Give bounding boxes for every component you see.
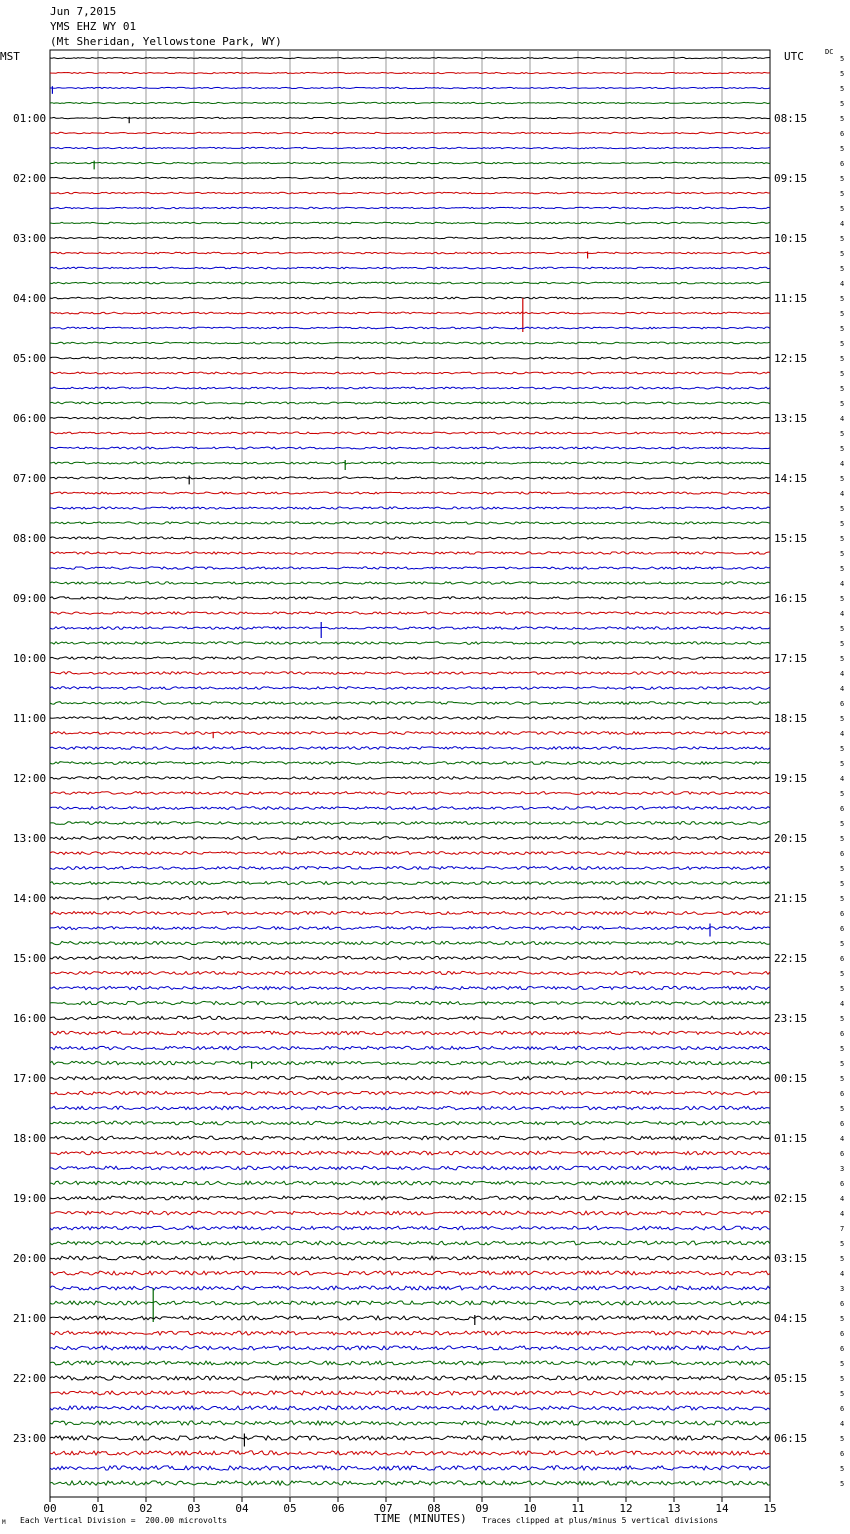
- dc-offset-value: 5: [840, 1105, 845, 1113]
- right-hour-label: 18:15: [774, 712, 808, 725]
- trace-line: [50, 357, 770, 359]
- trace-line: [50, 1316, 770, 1320]
- dc-offset-value: 6: [840, 1300, 845, 1308]
- right-hour-label: 21:15: [774, 892, 808, 905]
- dc-offset-value: 6: [840, 1180, 845, 1188]
- dc-offset-value: 6: [840, 805, 845, 813]
- dc-offset-value: 4: [840, 460, 845, 468]
- right-hour-label: 17:15: [774, 652, 808, 665]
- x-tick-label: 03: [187, 1502, 201, 1515]
- right-hour-label: 08:15: [774, 112, 808, 125]
- trace-line: [50, 222, 770, 224]
- trace-line: [50, 1091, 770, 1094]
- trace-line: [50, 1076, 770, 1079]
- dc-offset-value: 6: [840, 1030, 845, 1038]
- dc-offset-value: 6: [840, 925, 845, 933]
- dc-offset-value: 6: [840, 955, 845, 963]
- right-hour-label: 13:15: [774, 412, 808, 425]
- trace-line: [50, 927, 770, 930]
- trace-line: [50, 1241, 770, 1245]
- trace-line: [50, 507, 770, 509]
- dc-offset-value: 5: [840, 115, 845, 123]
- dc-offset-value: 6: [840, 130, 845, 138]
- right-hour-label: 14:15: [774, 472, 808, 485]
- trace-line: [50, 282, 770, 284]
- trace-line: [50, 72, 770, 73]
- dc-offset-value: 5: [840, 550, 845, 558]
- left-hour-label: 17:00: [13, 1072, 47, 1085]
- dc-offset-value: 5: [840, 1390, 845, 1398]
- clip-note: Traces clipped at plus/minus 5 vertical divisions: [482, 1516, 719, 1525]
- trace-line: [50, 1181, 770, 1185]
- dc-offset-value: 5: [840, 595, 845, 603]
- trace-line: [50, 822, 770, 825]
- dc-offset-value: 5: [840, 55, 845, 63]
- trace-line: [50, 777, 770, 780]
- dc-offset-value: 5: [840, 565, 845, 573]
- x-tick-label: 10: [523, 1502, 537, 1515]
- dc-offset-value: 5: [840, 1045, 845, 1053]
- trace-line: [50, 702, 770, 705]
- dc-offset-value: 4: [840, 1135, 845, 1143]
- trace-line: [50, 147, 770, 148]
- dc-offset-value: 5: [840, 325, 845, 333]
- trace-line: [50, 177, 770, 178]
- dc-offset-value: 5: [840, 1075, 845, 1083]
- dc-offset-value: 5: [840, 100, 845, 108]
- trace-line: [50, 732, 770, 735]
- dc-offset-value: 5: [840, 340, 845, 348]
- right-hour-label: 12:15: [774, 352, 808, 365]
- plot-date: Jun 7,2015: [50, 5, 117, 18]
- right-hour-label: 22:15: [774, 952, 808, 965]
- trace-line: [50, 432, 770, 434]
- trace-line: [50, 462, 770, 464]
- dc-offset-value: 4: [840, 1420, 845, 1428]
- dc-offset-value: 5: [840, 235, 845, 243]
- right-hour-label: 10:15: [774, 232, 808, 245]
- right-hour-label: 05:15: [774, 1372, 808, 1385]
- right-hour-label: 11:15: [774, 292, 808, 305]
- dc-offset-value: 5: [840, 895, 845, 903]
- trace-line: [50, 1211, 770, 1215]
- trace-line: [50, 1046, 770, 1049]
- dc-offset-value: 4: [840, 685, 845, 693]
- dc-offset-value: 5: [840, 400, 845, 408]
- dc-offset-value: 5: [840, 1375, 845, 1383]
- trace-line: [50, 1376, 770, 1380]
- trace-line: [50, 792, 770, 795]
- trace-line: [50, 1196, 770, 1200]
- x-tick-label: 06: [331, 1502, 345, 1515]
- trace-line: [50, 492, 770, 494]
- dc-offset-value: 5: [840, 1255, 845, 1263]
- trace-line: [50, 672, 770, 675]
- x-tick-label: 08: [427, 1502, 441, 1515]
- x-tick-label: 11: [571, 1502, 585, 1515]
- station-code: YMS EHZ WY 01: [50, 20, 137, 33]
- left-hour-label: 05:00: [13, 352, 47, 365]
- trace-line: [50, 552, 770, 554]
- dc-offset-value: 5: [840, 445, 845, 453]
- station-location: (Mt Sheridan, Yellowstone Park, WY): [50, 35, 282, 48]
- x-tick-label: 15: [763, 1502, 777, 1515]
- trace-line: [50, 1346, 770, 1350]
- right-hour-label: 06:15: [774, 1432, 808, 1445]
- trace-line: [50, 207, 770, 209]
- dc-offset-value: 5: [840, 295, 845, 303]
- dc-offset-value: 5: [840, 475, 845, 483]
- dc-offset-value: 4: [840, 1210, 845, 1218]
- left-hour-label: 14:00: [13, 892, 47, 905]
- trace-line: [50, 807, 770, 810]
- left-hour-label: 01:00: [13, 112, 47, 125]
- trace-line: [50, 852, 770, 855]
- dc-offset-value: 5: [840, 190, 845, 198]
- trace-line: [50, 597, 770, 599]
- trace-line: [50, 477, 770, 479]
- trace-line: [50, 522, 770, 524]
- dc-offset-value: 5: [840, 640, 845, 648]
- dc-offset-value: 4: [840, 415, 845, 423]
- right-hour-label: 20:15: [774, 832, 808, 845]
- left-hour-label: 07:00: [13, 472, 47, 485]
- dc-offset-value: 4: [840, 220, 845, 228]
- dc-offset-value: 5: [840, 145, 845, 153]
- dc-offset-value: 5: [840, 520, 845, 528]
- x-tick-label: 05: [283, 1502, 297, 1515]
- trace-line: [50, 971, 770, 974]
- left-hour-label: 22:00: [13, 1372, 47, 1385]
- trace-line: [50, 882, 770, 885]
- trace-line: [50, 897, 770, 900]
- trace-line: [50, 117, 770, 118]
- x-tick-label: 13: [667, 1502, 681, 1515]
- dc-offset-value: 6: [840, 1405, 845, 1413]
- x-tick-label: 07: [379, 1502, 393, 1515]
- dc-offset-value: 4: [840, 490, 845, 498]
- trace-line: [50, 1226, 770, 1230]
- trace-line: [50, 237, 770, 239]
- right-hour-label: 01:15: [774, 1132, 808, 1145]
- trace-line: [50, 87, 770, 88]
- right-timezone-label: UTC: [784, 50, 804, 63]
- trace-line: [50, 747, 770, 750]
- trace-line: [50, 537, 770, 539]
- dc-offset-value: 5: [840, 1060, 845, 1068]
- trace-line: [50, 1106, 770, 1110]
- trace-line: [50, 1361, 770, 1365]
- dc-offset-value: 5: [840, 1465, 845, 1473]
- trace-line: [50, 267, 770, 269]
- dc-offset-value: 6: [840, 1150, 845, 1158]
- right-hour-label: 16:15: [774, 592, 808, 605]
- trace-line: [50, 1001, 770, 1004]
- left-hour-label: 11:00: [13, 712, 47, 725]
- x-axis-title: TIME (MINUTES): [374, 1512, 467, 1525]
- trace-line: [50, 1166, 770, 1170]
- trace-line: [50, 1286, 770, 1290]
- right-hour-label: 09:15: [774, 172, 808, 185]
- dc-offset-value: 6: [840, 850, 845, 858]
- dc-offset-value: 4: [840, 1270, 845, 1278]
- left-hour-label: 02:00: [13, 172, 47, 185]
- dc-offset-value: 4: [840, 670, 845, 678]
- trace-line: [50, 1256, 770, 1260]
- trace-line: [50, 1466, 770, 1470]
- left-hour-label: 20:00: [13, 1252, 47, 1265]
- dc-offset-value: 5: [840, 355, 845, 363]
- trace-line: [50, 1031, 770, 1034]
- dc-offset-value: 5: [840, 865, 845, 873]
- dc-offset-value: 5: [840, 625, 845, 633]
- dc-offset-value: 5: [840, 940, 845, 948]
- dc-offset-value: 5: [840, 970, 845, 978]
- left-hour-label: 06:00: [13, 412, 47, 425]
- right-hour-label: 02:15: [774, 1192, 808, 1205]
- trace-line: [50, 402, 770, 404]
- x-tick-label: 09: [475, 1502, 489, 1515]
- right-hour-label: 15:15: [774, 532, 808, 545]
- dc-offset-value: 5: [840, 310, 845, 318]
- dc-offset-value: 5: [840, 535, 845, 543]
- trace-line: [50, 912, 770, 915]
- dc-offset-value: 6: [840, 1450, 845, 1458]
- trace-line: [50, 1391, 770, 1395]
- dc-offset-value: 5: [840, 820, 845, 828]
- dc-offset-value: 7: [840, 1225, 845, 1233]
- right-hour-label: 23:15: [774, 1012, 808, 1025]
- dc-offset-value: 5: [840, 760, 845, 768]
- dc-offset-value: 5: [840, 205, 845, 213]
- left-timezone-label: MST: [0, 50, 20, 63]
- dc-offset-value: 5: [840, 265, 845, 273]
- trace-line: [50, 132, 770, 133]
- trace-line: [50, 612, 770, 614]
- trace-line: [50, 102, 770, 103]
- left-hour-label: 19:00: [13, 1192, 47, 1205]
- trace-line: [50, 57, 770, 58]
- dc-offset-value: 5: [840, 1435, 845, 1443]
- dc-offset-value: 4: [840, 730, 845, 738]
- dc-offset-value: 5: [840, 985, 845, 993]
- trace-line: [50, 1331, 770, 1335]
- dc-offset-value: 5: [840, 1480, 845, 1488]
- dc-offset-value: 5: [840, 1315, 845, 1323]
- dc-offset-value: 5: [840, 1240, 845, 1248]
- trace-line: [50, 1421, 770, 1425]
- left-hour-label: 18:00: [13, 1132, 47, 1145]
- trace-line: [50, 642, 770, 644]
- dc-offset-value: 4: [840, 580, 845, 588]
- trace-line: [50, 1271, 770, 1275]
- dc-offset-value: 5: [840, 835, 845, 843]
- trace-line: [50, 447, 770, 449]
- trace-line: [50, 192, 770, 193]
- left-hour-label: 13:00: [13, 832, 47, 845]
- trace-line: [50, 1406, 770, 1410]
- trace-line: [50, 1436, 770, 1440]
- trace-line: [50, 342, 770, 344]
- dc-offset-value: 4: [840, 1000, 845, 1008]
- trace-line: [50, 162, 770, 163]
- trace-line: [50, 717, 770, 720]
- trace-line: [50, 1061, 770, 1064]
- right-hour-label: 19:15: [774, 772, 808, 785]
- trace-line: [50, 762, 770, 765]
- trace-line: [50, 1481, 770, 1485]
- trace-line: [50, 252, 770, 254]
- dc-offset-value: 5: [840, 385, 845, 393]
- x-tick-label: 12: [619, 1502, 633, 1515]
- dc-offset-value: 5: [840, 175, 845, 183]
- right-hour-label: 00:15: [774, 1072, 808, 1085]
- dc-offset-value: 5: [840, 1360, 845, 1368]
- left-hour-label: 12:00: [13, 772, 47, 785]
- trace-line: [50, 312, 770, 314]
- dc-offset-value: 5: [840, 880, 845, 888]
- dc-offset-value: 6: [840, 160, 845, 168]
- trace-line: [50, 657, 770, 660]
- trace-line: [50, 687, 770, 690]
- trace-line: [50, 1151, 770, 1155]
- trace-line: [50, 297, 770, 299]
- left-hour-label: 21:00: [13, 1312, 47, 1325]
- corner-mark: M: [2, 1519, 6, 1526]
- left-hour-label: 23:00: [13, 1432, 47, 1445]
- trace-line: [50, 1121, 770, 1125]
- dc-offset-value: 6: [840, 700, 845, 708]
- left-hour-label: 09:00: [13, 592, 47, 605]
- trace-line: [50, 627, 770, 629]
- trace-line: [50, 327, 770, 329]
- trace-line: [50, 1451, 770, 1455]
- dc-offset-value: 6: [840, 1330, 845, 1338]
- trace-line: [50, 567, 770, 569]
- dc-offset-value: 5: [840, 505, 845, 513]
- dc-offset-value: 5: [840, 715, 845, 723]
- dc-offset-value: 6: [840, 1345, 845, 1353]
- dc-offset-value: 5: [840, 790, 845, 798]
- x-tick-label: 04: [235, 1502, 249, 1515]
- dc-offset-value: 6: [840, 1090, 845, 1098]
- trace-line: [50, 1136, 770, 1140]
- trace-line: [50, 986, 770, 989]
- dc-offset-value: 5: [840, 1015, 845, 1023]
- trace-line: [50, 1301, 770, 1305]
- dc-offset-value: 4: [840, 1195, 845, 1203]
- left-hour-label: 08:00: [13, 532, 47, 545]
- trace-line: [50, 372, 770, 374]
- x-tick-label: 02: [139, 1502, 153, 1515]
- dc-offset-value: 6: [840, 910, 845, 918]
- dc-offset-value: 3: [840, 1285, 845, 1293]
- dc-offset-value: 5: [840, 370, 845, 378]
- scale-note: Each Vertical Division = 200.00 microvolts: [20, 1516, 228, 1525]
- trace-line: [50, 941, 770, 944]
- left-hour-label: 04:00: [13, 292, 47, 305]
- trace-line: [50, 417, 770, 419]
- left-hour-label: 10:00: [13, 652, 47, 665]
- dc-offset-value: 4: [840, 280, 845, 288]
- trace-line: [50, 837, 770, 840]
- left-hour-label: 03:00: [13, 232, 47, 245]
- dc-offset-value: 5: [840, 250, 845, 258]
- dc-offset-header: DC: [825, 48, 834, 56]
- dc-offset-value: 4: [840, 775, 845, 783]
- dc-offset-value: 5: [840, 85, 845, 93]
- dc-offset-value: 5: [840, 430, 845, 438]
- dc-offset-value: 5: [840, 655, 845, 663]
- trace-line: [50, 582, 770, 584]
- trace-line: [50, 387, 770, 389]
- right-hour-label: 04:15: [774, 1312, 808, 1325]
- trace-line: [50, 956, 770, 959]
- x-tick-label: 14: [715, 1502, 729, 1515]
- dc-offset-value: 5: [840, 745, 845, 753]
- trace-line: [50, 1016, 770, 1019]
- dc-offset-value: 6: [840, 1120, 845, 1128]
- left-hour-label: 16:00: [13, 1012, 47, 1025]
- right-hour-label: 03:15: [774, 1252, 808, 1265]
- dc-offset-value: 4: [840, 610, 845, 618]
- dc-offset-value: 3: [840, 1165, 845, 1173]
- left-hour-label: 15:00: [13, 952, 47, 965]
- dc-offset-value: 5: [840, 70, 845, 78]
- trace-line: [50, 867, 770, 870]
- x-tick-label: 01: [91, 1502, 105, 1515]
- x-tick-label: 00: [43, 1502, 57, 1515]
